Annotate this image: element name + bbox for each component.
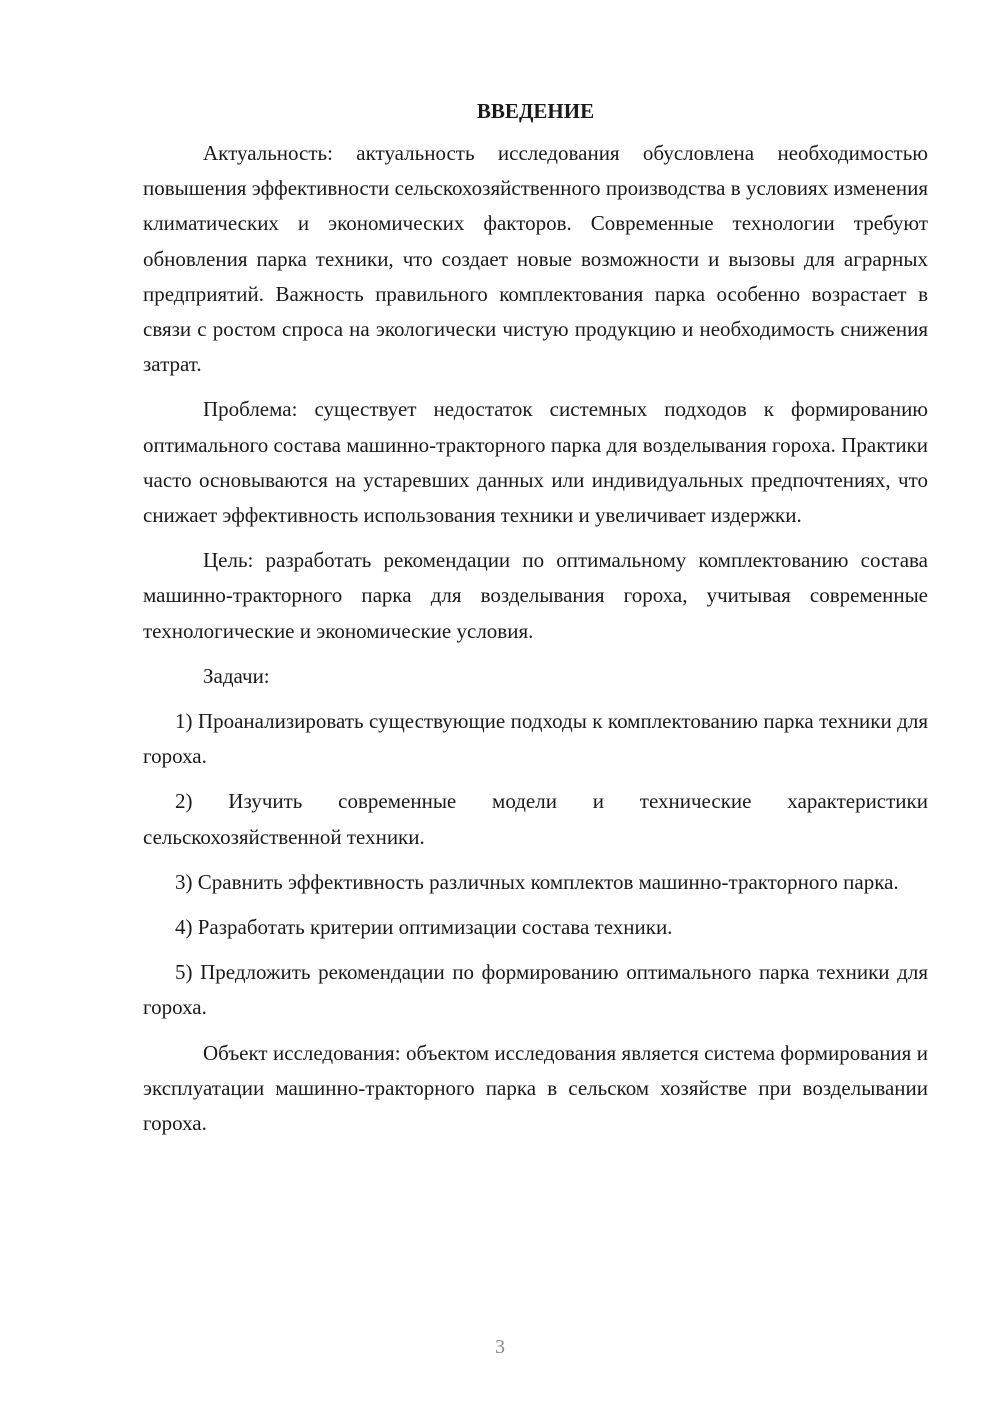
section-title: ВВЕДЕНИЕ [476, 99, 595, 123]
task-item-3: 3) Сравнить эффективность различных комплектов машинно-тракторного парка. [175, 869, 899, 894]
page-content [143, 96, 928, 1151]
page-number: 3 [495, 1336, 505, 1358]
goal-paragraph: Цель: разработать рекомендации по оптимальному комплектованию состава машинно-тракторного парка для возделывания гороха, учитывая современные технологические и экономические условия. [143, 548, 928, 643]
object-paragraph: Объект исследования: объектом исследования является система формирования и эксплуатации машинно-тракторного парка в сельском хозяйстве при возделывании гороха. [143, 1040, 928, 1136]
relevance-paragraph: Актуальность: актуальность исследования обусловлена необходимостью повышения эффективности сельскохозяйственного производства в условиях изменения климатических и экономических факторов. Современные технологии требуют обновления парка техники, что создает новые возможности и вызовы для аграрных предприятий. Важность правильного комплектования парка особенно возрастает в связи с ростом спроса на экологически чистую продукцию и необходимость снижения затрат. [143, 141, 928, 377]
tasks-heading: Задачи: [203, 663, 270, 688]
task-item-5: 5) Предложить рекомендации по формированию оптимального парка техники для гороха. [143, 960, 928, 1020]
task-item-1: 1) Проанализировать существующие подходы к комплектованию парка техники для гороха. [143, 709, 928, 769]
task-item-4: 4) Разработать критерии оптимизации состава техники. [175, 915, 673, 940]
problem-paragraph: Проблема: существует недостаток системных подходов к формированию оптимального состава машинно-тракторного парка для возделывания гороха. Практики часто основываются на устаревших данных или индивидуальных предпочтениях, что снижает эффективность использования техники и увеличивает издержки. [143, 397, 928, 528]
task-item-2: 2) Изучить современные модели и технические характеристики сельскохозяйственной техники. [143, 789, 928, 849]
